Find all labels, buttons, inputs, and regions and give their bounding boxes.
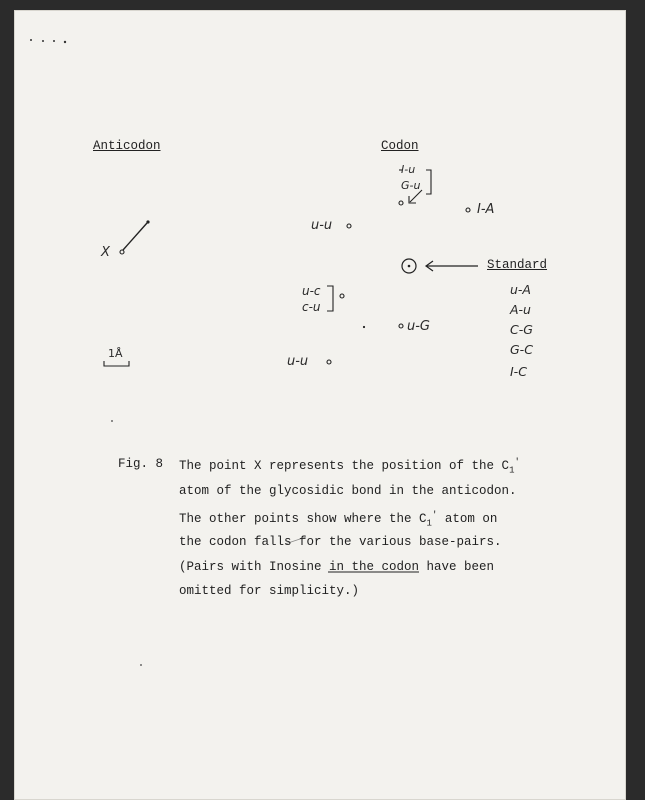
- uc-label: u-c: [302, 284, 321, 298]
- ug-label: u-G: [407, 319, 431, 334]
- standard-pair-ic: I-C: [510, 364, 527, 379]
- caption-line-1: The point X represents the position of the $C_1'$: [179, 457, 520, 476]
- cu-label: c-u: [302, 300, 321, 314]
- gu-label: G-u: [401, 179, 421, 192]
- uu-bottom-label: u-u: [287, 354, 309, 369]
- uc-cu-point: [340, 294, 344, 298]
- ia-label: I-A: [477, 202, 495, 217]
- x-vector-line: [123, 223, 147, 250]
- scale-bar: [104, 361, 129, 366]
- caption-line-3: The other points show where the $C_1'$ atom on: [179, 510, 498, 529]
- uu-bottom-point: [327, 360, 331, 364]
- scale-label: 1Å: [108, 347, 123, 360]
- standard-pair-gc: G-C: [510, 342, 533, 357]
- anticodon-heading: Anticodon: [93, 139, 161, 153]
- fig-label: Fig. 8: [118, 457, 164, 471]
- caption-line-2: atom of the glycosidic bond in the anticodon.: [179, 484, 517, 498]
- uu-top-label: u-u: [311, 218, 333, 233]
- standard-label: Standard: [487, 258, 548, 272]
- iu-gu-point: [399, 201, 403, 205]
- caption-line-5: (Pairs with Inosine in the codon have been: [179, 560, 495, 574]
- uu-top-point: [347, 224, 351, 228]
- ug-point: [399, 324, 403, 328]
- standard-pair-ua: u-A: [510, 282, 531, 297]
- standard-pair-cg: C-G: [510, 322, 533, 337]
- caption-line-6: omitted for simplicity.): [179, 584, 360, 598]
- caption-line-4: the codon falls for the various base-pairs.: [179, 535, 502, 549]
- x-label: X: [101, 245, 110, 260]
- ia-point: [466, 208, 470, 212]
- iu-label: I-u: [401, 163, 416, 176]
- codon-heading: Codon: [381, 139, 419, 153]
- x-point: [120, 250, 124, 254]
- standard-pair-au: A-u: [510, 302, 531, 317]
